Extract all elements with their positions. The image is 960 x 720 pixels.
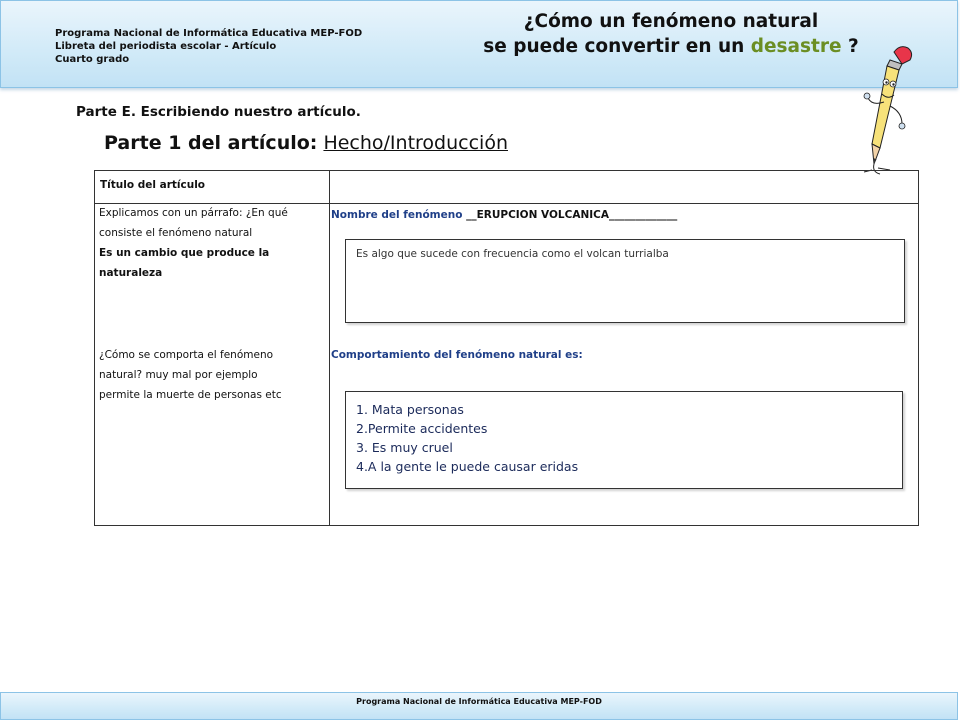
question-2 <box>99 345 325 405</box>
footer-text: Programa Nacional de Informática Educativa MEP-FOD <box>356 697 602 706</box>
section-heading: Parte E. Escribiendo nuestro artículo. <box>76 104 361 120</box>
header-banner <box>0 0 958 88</box>
question-2-line-1: ¿Cómo se comporta el fenómeno <box>99 349 274 361</box>
list-item: 1. Mata personas <box>356 402 464 417</box>
question-2-line-3: permite la muerte de personas etc <box>99 389 282 401</box>
title-line-1: ¿Cómo un fenómeno natural <box>523 11 819 32</box>
answer-1 <box>99 243 325 283</box>
phenomenon-name-label: Nombre del fenómeno <box>331 209 467 221</box>
question-1-line-1: Explicamos con un párrafo: ¿En qué <box>99 207 288 219</box>
table-column-divider <box>329 171 330 525</box>
title-line-2-suffix: ? <box>841 36 859 57</box>
behavior-label: Comportamiento del fenómeno natural es: <box>331 349 583 361</box>
program-info <box>55 27 362 66</box>
grade-level: Cuarto grado <box>55 54 130 65</box>
list-item: 2.Permite accidentes <box>356 421 488 436</box>
pencil-character-icon <box>842 40 922 180</box>
footer-banner <box>0 692 958 720</box>
question-1 <box>99 203 325 243</box>
article-part-label: Parte 1 del artículo: <box>104 132 318 154</box>
article-title-label: Título del artículo <box>100 179 206 191</box>
answer-1-line-1: Es un cambio que produce la <box>99 247 270 259</box>
behavior-list <box>356 400 578 476</box>
list-item: 3. Es muy cruel <box>356 440 453 455</box>
answer-1-line-2: naturaleza <box>99 267 163 279</box>
phenomenon-name-value: __ERUPCION VOLCANICA_____________ <box>466 209 678 221</box>
title-line-2-prefix: se puede convertir en un <box>483 36 751 57</box>
article-part-subtitle: Hecho/Introducción <box>323 132 508 154</box>
article-part-heading <box>104 132 508 154</box>
question-1-line-2: consiste el fenómeno natural <box>99 227 253 239</box>
notebook-name: Libreta del periodista escolar - Artículo <box>55 41 277 52</box>
list-item: 4.A la gente le puede causar eridas <box>356 459 579 474</box>
phenomenon-description-box <box>345 239 905 323</box>
phenomenon-name-field <box>331 209 677 221</box>
question-2-line-2: natural? muy mal por ejemplo <box>99 369 258 381</box>
title-highlight-word: desastre <box>750 36 842 57</box>
article-table <box>94 170 919 526</box>
phenomenon-description-text: Es algo que sucede con frecuencia como el volcan turrialba <box>356 248 669 260</box>
behavior-list-box <box>345 391 903 489</box>
program-name: Programa Nacional de Informática Educativa MEP-FOD <box>55 28 363 39</box>
